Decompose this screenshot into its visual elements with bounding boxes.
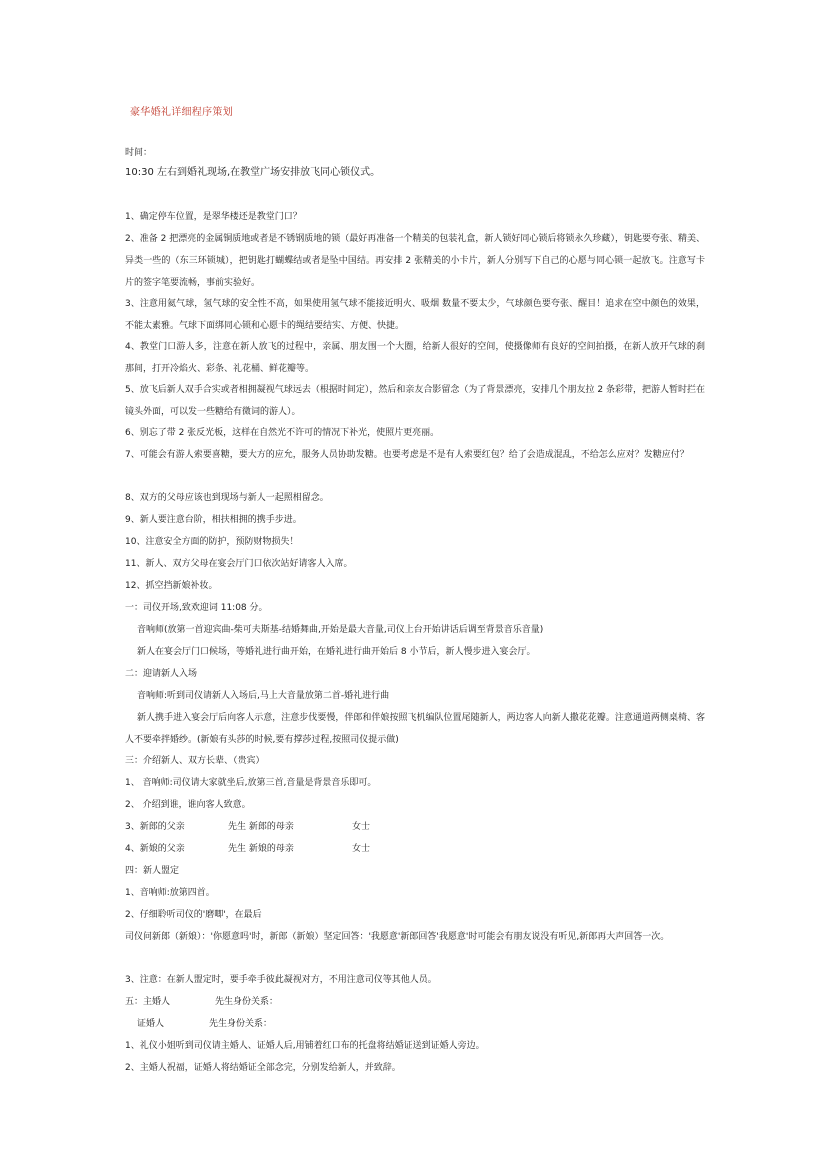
list-item: 3、注意用氦气球，氢气球的安全性不高，如果使用氢气球不能接近明火、吸烟 数量不要太少，气球颜色要夸张、醒目！追求在空中颜色的效果，不能太素雅。气球下面绑同心锁和心愿卡的绳结要结实、方便、快捷。 <box>125 299 705 331</box>
section-heading: 二：迎请新人入场 <box>125 669 198 679</box>
list-item: 1、 音响师:司仪请大家就坐后,放第三首,音量是背景音乐即可。 <box>125 778 377 788</box>
list-item: 2、 介绍到谁，谁向客人致意。 <box>125 800 251 810</box>
list-item: 10、注意安全方面的防护，预防财物损失！ <box>125 537 299 547</box>
list-item: 1、音响师:放第四首。 <box>125 888 215 898</box>
parents-cell-a: 3、新郎的父亲 <box>125 822 185 832</box>
section-note: 新人在宴会厅门口候场，等婚礼进行曲开始，在婚礼进行曲开始后 8 小节后，新人慢步进入宴会厅。 <box>137 647 536 657</box>
parents-cell-a: 4、新娘的父亲 <box>125 844 185 854</box>
list-item: 5、放飞后新人双手合实或者相拥凝视气球远去（根据时间定），然后和亲友合影留念（为了背景漂亮，安排几个朋友拉 2 条彩带，把游人暂时拦在镜头外面，可以发一些糖给有微词的游人）。 <box>125 385 705 417</box>
music-note: 音响师(放第一首迎宾曲-柴可夫斯基-结婚舞曲,开始是最大音量,司仪上台开始讲话后调至背景音乐音量) <box>137 625 544 635</box>
list-item: 4、教堂门口游人多，注意在新人放飞的过程中，亲属、朋友围一个大圈，给新人很好的空间，使摄像师有良好的空间拍摄，在新人放开气球的刹那间，打开冷焰火、彩条、礼花桶、鲜花瓣等。 <box>125 342 705 374</box>
list-item: 7、可能会有游人索要喜糖，要大方的应允，服务人员协助发糖。也要考虑是不是有人索要红包？给了会造成混乱，不给怎么应对？发糖应付？ <box>125 450 689 460</box>
parents-row <box>125 838 705 860</box>
list-item: 2、主婚人祝福，证婚人将结婚证全部念完，分别发给新人，并致辞。 <box>125 1063 401 1073</box>
list-item: 12、抓空挡新娘补妆。 <box>125 581 218 591</box>
vow-text: 司仪问新郎（新娘）：'你愿意吗'时，新郎（新娘）坚定回答：'我愿意'新郎回答'我愿意'时可能会有朋友说没有听见,新郎再大声回答一次。 <box>125 932 670 942</box>
parents-cell-c: 女士 <box>352 822 371 832</box>
host-label: 五：主婚人 <box>125 997 171 1007</box>
list-item: 2、准备 2 把漂亮的金属铜质地或者是不锈钢质地的锁（最好再准备一个精美的包装礼盒，新人锁好同心锁后将锁永久珍藏），钥匙要夸张、精美、异类一些的（东三环锁城），把钥匙打蝴蝶结或者是坠中国结。再安排 2 张精美的小卡片，新人分别写下自己的心愿与同心锁一起放飞。注意写卡片的签字笔要流畅，事前实验好。 <box>125 234 705 288</box>
parents-row <box>125 816 705 838</box>
list-item: 11、新人、双方父母在宴会厅门口依次站好请客人入席。 <box>125 559 353 569</box>
section-heading: 四：新人盟定 <box>125 866 180 876</box>
list-item: 9、新人要注意台阶，相扶相拥的携手步进。 <box>125 515 302 525</box>
section-heading: 一：司仪开场,致欢迎词 11:08 分。 <box>125 603 268 613</box>
list-item: 1、确定停车位置，是翠华楼还是教堂门口？ <box>125 212 302 222</box>
parents-cell-b: 先生 新娘的母亲 <box>228 844 294 854</box>
document-title: 豪华婚礼详细程序策划 <box>130 107 233 118</box>
list-item: 8、双方的父母应该也到现场与新人一起照相留念。 <box>125 493 329 503</box>
music-note: 音响师:听到司仪请新人入场后,马上大音量放第二首-婚礼进行曲 <box>137 691 390 701</box>
parents-cell-c: 女士 <box>352 844 371 854</box>
time-label: 时间： <box>125 148 153 158</box>
host-row <box>125 991 705 1013</box>
parents-cell-b: 先生 新郎的母亲 <box>228 822 294 832</box>
list-item: 3、注意：在新人盟定时，要手牵手彼此凝视对方，不用注意司仪等其他人员。 <box>125 975 437 985</box>
time-line: 10:30 左右到婚礼现场,在教堂广场安排放飞同心锁仪式。 <box>125 167 381 178</box>
section-heading: 三：介绍新人、双方长辈、（贵宾） <box>125 756 265 766</box>
section-note: 新人携手进入宴会厅后向客人示意，注意步伐要慢，伴郎和伴娘按照飞机编队位置尾随新人，两边客人向新人撒花花瓣。注意通道两侧桌椅、客人不要牵拌婚纱。(新娘有头莎的时候,要有撑莎过程,按照司仪提示做) <box>125 713 705 745</box>
witness-relation: 先生身份关系： <box>209 1019 273 1029</box>
list-item: 2、仔细聆听司仪的'磨唧'，在最后 <box>125 910 262 920</box>
list-item: 6、别忘了带 2 张反光板，这样在自然光不许可的情况下补光，使照片更亮丽。 <box>125 428 440 438</box>
witness-row <box>137 1013 717 1035</box>
witness-label: 证婚人 <box>137 1019 165 1029</box>
host-relation: 先生身份关系： <box>215 997 279 1007</box>
list-item: 1、礼仪小姐听到司仪请主婚人、证婚人后,用铺着红口布的托盘将结婚证送到证婚人旁边。 <box>125 1041 485 1051</box>
